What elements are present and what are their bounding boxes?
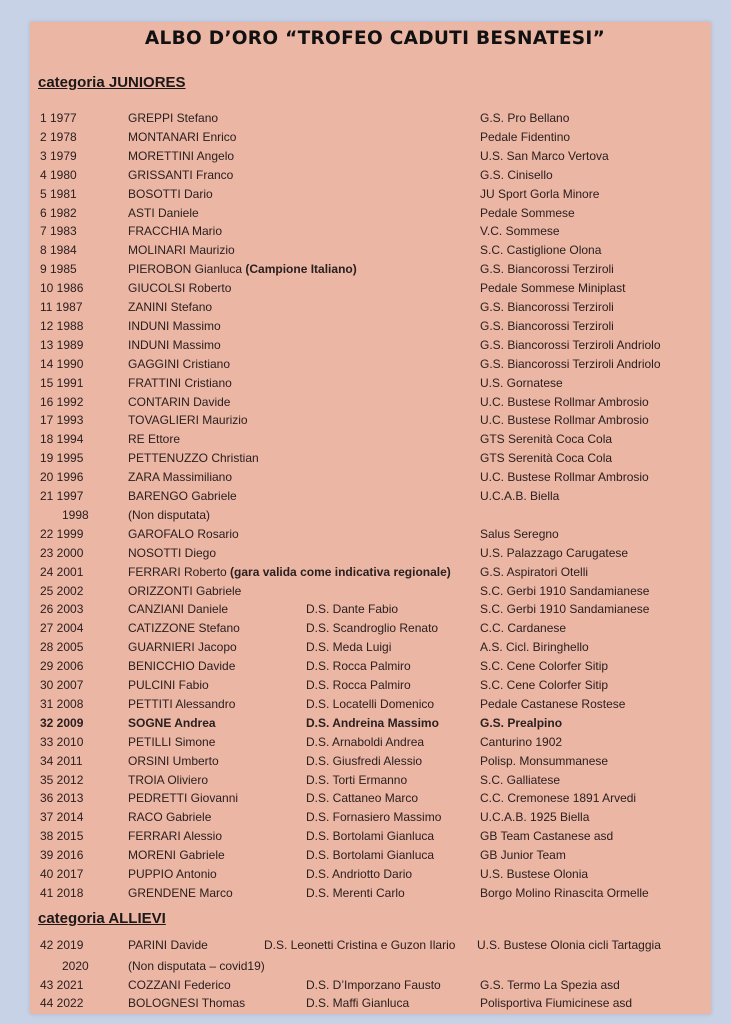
team-name: C.C. Cremonese 1891 Arvedi <box>480 791 637 806</box>
row-number-year: 2 1978 <box>40 129 77 144</box>
row-number-year: 19 1995 <box>40 451 84 466</box>
rider-name: INDUNI Massimo <box>128 337 221 352</box>
team-name: S.C. Cene Colorfer Sitip <box>480 678 609 692</box>
row-number-year: 37 2014 <box>40 810 84 825</box>
table-row <box>0 279 731 298</box>
sports-director: D.S. Fornasiero Massimo <box>306 810 442 825</box>
sports-director: D.S. Andreina Massimo <box>306 715 439 730</box>
rider-name: ASTI Daniele <box>128 205 199 220</box>
row-number-year: 10 1986 <box>40 281 84 296</box>
rider-name: PIEROBON Gianluca (Campione Italiano) <box>128 262 357 277</box>
team-name: U.C. Bustese Rollmar Ambrosio <box>480 413 649 428</box>
rider-name: CATIZZONE Stefano <box>128 621 240 636</box>
row-number-year: 21 1997 <box>40 489 84 503</box>
table-row <box>0 695 731 714</box>
row-number-year: 33 2010 <box>40 734 84 749</box>
table-row <box>0 487 731 506</box>
table-row <box>0 241 731 260</box>
table-row <box>0 411 731 430</box>
row-number-year: 27 2004 <box>40 621 84 636</box>
team-name: Pedale Castanese Rostese <box>480 696 626 711</box>
team-name: G.S. Aspiratori Otelli <box>480 564 589 579</box>
table-row <box>0 128 731 147</box>
rider-name: BOSOTTI Dario <box>128 186 213 201</box>
page-title: ALBO D’ORO “TROFEO CADUTI BESNATESI” <box>144 28 606 49</box>
rider-name: PEDRETTI Giovanni <box>128 791 239 806</box>
rider-name: MORENI Gabriele <box>128 848 225 863</box>
row-number-year: 35 2012 <box>40 772 84 787</box>
rider-name: ZARA Massimiliano <box>128 470 233 485</box>
row-number-year: 12 1988 <box>40 318 84 333</box>
table-row <box>0 846 731 865</box>
rider-name: MORETTINI Angelo <box>128 148 235 163</box>
sports-director: D.S. Meda Luigi <box>306 640 392 655</box>
rider-name: PULCINI Fabio <box>128 678 209 692</box>
row-number-year: 26 2003 <box>40 602 84 617</box>
sports-director: D.S. Locatelli Domenico <box>306 696 435 711</box>
rider-name: SOGNE Andrea <box>128 715 216 730</box>
rider-name: PUPPIO Antonio <box>128 867 217 881</box>
row-number-year: 44 2022 <box>40 996 84 1011</box>
rider-name: GREPPI Stefano <box>128 111 219 125</box>
row-number-year: 31 2008 <box>40 696 84 711</box>
table-row <box>0 865 731 884</box>
rider-name: GRENDENE Marco <box>128 885 233 900</box>
team-name: U.C. Bustese Rollmar Ambrosio <box>480 470 649 485</box>
row-number-year: 13 1989 <box>40 337 84 352</box>
table-row <box>0 506 731 525</box>
team-name: GTS Serenità Coca Cola <box>480 451 613 466</box>
row-number-year: 16 1992 <box>40 394 84 409</box>
rider-name: GAGGINI Cristiano <box>128 356 231 371</box>
sports-director: D.S. Bortolami Gianluca <box>306 848 435 863</box>
team-name: S.C. Gerbi 1910 Sandamianese <box>480 583 650 598</box>
table-row <box>0 317 731 336</box>
category-label: ALLIEVI <box>108 910 166 927</box>
table-row <box>0 600 731 619</box>
rider-name: CONTARIN Davide <box>128 394 231 409</box>
rider-name: FRATTINI Cristiano <box>128 375 232 390</box>
rider-name: PARINI Davide <box>128 938 208 952</box>
rider-name: ORIZZONTI Gabriele <box>128 583 242 598</box>
team-name: Polisp. Monsummanese <box>480 753 609 768</box>
category-heading <box>38 74 186 91</box>
team-name: GB Team Castanese asd <box>480 829 614 844</box>
table-row <box>0 619 731 638</box>
table-row <box>0 657 731 676</box>
table-row <box>0 957 731 976</box>
sports-director: D.S. D’Imporzano Fausto <box>306 977 441 992</box>
row-number-year: 15 1991 <box>40 375 84 390</box>
team-name: Canturino 1902 <box>480 734 563 749</box>
table-row <box>0 355 731 374</box>
row-number-year: 20 1996 <box>40 470 84 485</box>
team-name: S.C. Galliatese <box>480 772 561 787</box>
rider-name: PETTITI Alessandro <box>128 696 236 711</box>
rider-name: BOLOGNESI Thomas <box>128 996 246 1011</box>
rider-name: ZANINI Stefano <box>128 300 213 314</box>
row-number-year: 1 1977 <box>40 111 77 125</box>
table-row <box>0 109 731 128</box>
row-number-year: 7 1983 <box>40 224 77 239</box>
sports-director: D.S. Arnaboldi Andrea <box>306 734 425 749</box>
table-row <box>0 676 731 695</box>
team-name: U.S. Bustese Olonia cicli Tartaggia <box>477 938 661 952</box>
table-row <box>0 544 731 563</box>
team-name: S.C. Gerbi 1910 Sandamianese <box>480 602 650 617</box>
table-row <box>0 222 731 241</box>
rider-name: MONTANARI Enrico <box>128 129 237 144</box>
rider-name: GUARNIERI Jacopo <box>128 640 237 655</box>
table-row <box>0 994 731 1013</box>
team-name: G.S. Biancorossi Terziroli <box>480 300 614 314</box>
table-row <box>0 733 731 752</box>
rider-name: PETILLI Simone <box>128 734 216 749</box>
team-name: Pedale Sommese <box>480 205 575 220</box>
team-name: C.C. Cardanese <box>480 621 567 636</box>
category-prefix: categoria <box>38 910 109 927</box>
category-heading <box>38 910 166 927</box>
rider-name: GRISSANTI Franco <box>128 167 234 182</box>
sports-director: D.S. Dante Fabio <box>306 602 399 617</box>
row-number-year: 40 2017 <box>40 867 84 881</box>
team-name: GTS Serenità Coca Cola <box>480 432 613 447</box>
table-row <box>0 827 731 846</box>
team-name: JU Sport Gorla Minore <box>480 186 600 201</box>
rider-name: BARENGO Gabriele <box>128 489 237 503</box>
table-row <box>0 185 731 204</box>
row-number-year: 34 2011 <box>40 753 83 768</box>
team-name: G.S. Cinisello <box>480 167 553 182</box>
team-name: G.S. Biancorossi Terziroli Andriolo <box>480 337 661 352</box>
row-number-year: 23 2000 <box>40 545 84 560</box>
team-name: V.C. Sommese <box>480 224 560 239</box>
sports-director: D.S. Rocca Palmiro <box>306 659 411 674</box>
sports-director: D.S. Andriotto Dario <box>306 867 413 881</box>
team-name: U.C.A.B. Biella <box>480 489 560 503</box>
row-number-year: 30 2007 <box>40 678 84 692</box>
rider-name: TOVAGLIERI Maurizio <box>128 413 248 428</box>
row-number-year: 2020 <box>62 958 89 973</box>
sports-director: D.S. Scandroglio Renato <box>306 621 439 636</box>
team-name: U.S. Bustese Olonia <box>480 867 589 881</box>
team-name: U.S. Palazzago Carugatese <box>480 545 629 560</box>
team-name: G.S. Biancorossi Terziroli Andriolo <box>480 356 661 371</box>
rider-name: FRACCHIA Mario <box>128 224 223 239</box>
table-row <box>0 449 731 468</box>
row-number-year: 32 2009 <box>40 715 84 730</box>
rider-name: (Non disputata – covid19) <box>128 958 265 973</box>
rider-name: COZZANI Federico <box>128 977 231 992</box>
row-number-year: 17 1993 <box>40 413 84 428</box>
team-name: U.C. Bustese Rollmar Ambrosio <box>480 394 649 409</box>
sports-director: D.S. Cattaneo Marco <box>306 791 419 806</box>
table-row <box>0 468 731 487</box>
table-row <box>0 563 731 582</box>
rider-name: FERRARI Alessio <box>128 829 223 844</box>
rider-name: NOSOTTI Diego <box>128 545 217 560</box>
row-number-year: 3 1979 <box>40 148 77 163</box>
row-number-year: 18 1994 <box>40 432 84 447</box>
team-name: U.C.A.B. 1925 Biella <box>480 810 590 825</box>
table-row <box>0 204 731 223</box>
row-number-year: 6 1982 <box>40 205 77 220</box>
table-row <box>0 714 731 733</box>
rider-name: TROIA Oliviero <box>128 772 209 787</box>
rider-note: (gara valida come indicativa regionale) <box>226 564 451 579</box>
table-row <box>0 808 731 827</box>
sports-director: D.S. Maffi Gianluca <box>306 996 410 1011</box>
table-row <box>0 147 731 166</box>
row-number-year: 1998 <box>62 507 89 522</box>
row-number-year: 14 1990 <box>40 356 84 371</box>
team-name: S.C. Castiglione Olona <box>480 243 602 258</box>
rider-name: ORSINI Umberto <box>128 753 219 768</box>
row-number-year: 11 1987 <box>40 300 83 314</box>
table-row <box>0 166 731 185</box>
team-name: Salus Seregno <box>480 526 559 541</box>
table-row <box>0 374 731 393</box>
team-name: G.S. Termo La Spezia asd <box>480 977 620 992</box>
team-name: G.S. Prealpino <box>480 715 563 730</box>
row-number-year: 29 2006 <box>40 659 84 674</box>
row-number-year: 43 2021 <box>40 977 84 992</box>
table-row <box>0 789 731 808</box>
table-row <box>0 525 731 544</box>
row-number-year: 41 2018 <box>40 885 84 900</box>
table-row <box>0 771 731 790</box>
rider-name: INDUNI Massimo <box>128 318 221 333</box>
row-number-year: 42 2019 <box>40 938 84 952</box>
rider-name: RACO Gabriele <box>128 810 212 825</box>
row-number-year: 4 1980 <box>40 167 77 182</box>
rider-name: (Non disputata) <box>128 507 211 522</box>
rider-name: FERRARI Roberto (gara valida come indicativa regionale) <box>128 564 451 579</box>
team-name: Borgo Molino Rinascita Ormelle <box>480 885 649 900</box>
table-row <box>0 752 731 771</box>
row-number-year: 9 1985 <box>40 262 77 277</box>
table-row <box>0 298 731 317</box>
sports-director: D.S. Merenti Carlo <box>306 885 405 900</box>
sports-director: D.S. Torti Ermanno <box>306 772 408 787</box>
rider-name: GIUCOLSI Roberto <box>128 281 232 296</box>
rider-name: RE Ettore <box>128 432 181 447</box>
team-name: U.S. San Marco Vertova <box>480 148 609 163</box>
team-name: A.S. Cicl. Biringhello <box>480 640 589 655</box>
table-row <box>0 336 731 355</box>
table-row <box>0 884 731 903</box>
row-number-year: 22 1999 <box>40 526 84 541</box>
team-name: Pedale Fidentino <box>480 129 571 144</box>
row-number-year: 8 1984 <box>40 243 77 258</box>
team-name: G.S. Biancorossi Terziroli <box>480 262 614 277</box>
rider-name: PETTENUZZO Christian <box>128 451 259 466</box>
rider-name: MOLINARI Maurizio <box>128 243 235 258</box>
rider-name: CANZIANI Daniele <box>128 602 229 617</box>
sports-director: D.S. Rocca Palmiro <box>306 678 411 692</box>
table-row <box>0 638 731 657</box>
team-name: S.C. Cene Colorfer Sitip <box>480 659 609 674</box>
row-number-year: 5 1981 <box>40 186 77 201</box>
category-prefix: categoria <box>38 74 109 91</box>
table-row <box>0 976 731 995</box>
team-name: U.S. Gornatese <box>480 375 563 390</box>
team-name: G.S. Biancorossi Terziroli <box>480 318 614 333</box>
table-row <box>0 393 731 412</box>
team-name: GB Junior Team <box>480 848 566 863</box>
table-row <box>0 936 731 955</box>
row-number-year: 28 2005 <box>40 640 84 655</box>
row-number-year: 36 2013 <box>40 791 84 806</box>
sports-director: D.S. Leonetti Cristina e Guzon Ilario <box>264 938 456 952</box>
team-name: G.S. Pro Bellano <box>480 111 570 125</box>
sports-director: D.S. Giusfredi Alessio <box>306 753 423 768</box>
row-number-year: 39 2016 <box>40 848 84 863</box>
sports-director: D.S. Bortolami Gianluca <box>306 829 435 844</box>
row-number-year: 38 2015 <box>40 829 84 844</box>
table-row <box>0 260 731 279</box>
rider-name: GAROFALO Rosario <box>128 526 239 541</box>
table-row <box>0 582 731 601</box>
table-row <box>0 430 731 449</box>
team-name: Polisportiva Fiumicinese asd <box>480 996 633 1011</box>
team-name: Pedale Sommese Miniplast <box>480 281 626 296</box>
category-label: JUNIORES <box>108 74 186 91</box>
row-number-year: 24 2001 <box>40 564 84 579</box>
row-number-year: 25 2002 <box>40 583 84 598</box>
rider-name: BENICCHIO Davide <box>128 659 236 674</box>
rider-note: (Campione Italiano) <box>242 262 357 277</box>
